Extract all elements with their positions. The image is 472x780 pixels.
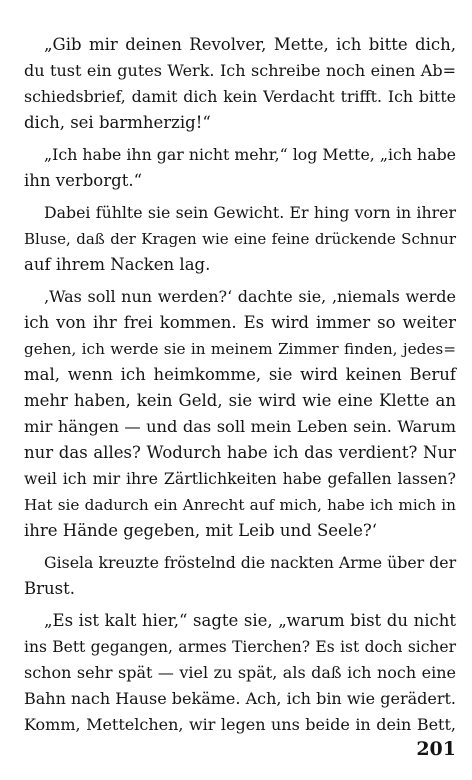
text-line: Hat sie dadurch ein Anrecht auf mich, habe ich mich in: [24, 496, 456, 514]
page-number: 201: [416, 738, 456, 760]
text-line: „Es ist kalt hier,“ sagte sie, „warum bist du nicht: [44, 611, 456, 630]
text-line: Brust.: [24, 579, 75, 598]
text-line: Gisela kreuzte fröstelnd die nackten Arme über der: [44, 553, 457, 572]
text-line: mehr haben, kein Geld, sie wird wie eine Klette an: [24, 391, 456, 410]
text-line: dich, sei barmherzig!“: [24, 113, 211, 132]
text-line: gehen, ich werde sie in meinem Zimmer finden, jedes=: [24, 340, 456, 358]
paragraph: [24, 32, 456, 136]
paragraph: [24, 608, 456, 738]
text-line: Bahn nach Hause bekäme. Ach, ich bin wie gerädert.: [24, 689, 456, 708]
text-line: schon sehr spät — viel zu spät, als daß ich noch eine: [24, 663, 456, 682]
text-line: schiedsbrief, damit dich kein Verdacht trifft. Ich bitte: [24, 87, 456, 106]
paragraph: [24, 284, 456, 544]
text-line: du tust ein gutes Werk. Ich schreibe noch einen Ab=: [24, 61, 456, 80]
text-line: „Ich habe ihn gar nicht mehr,“ log Mette, „ich habe: [44, 145, 456, 164]
paragraph: [24, 142, 456, 194]
text-line: ich von ihr frei kommen. Es wird immer so weiter: [24, 313, 456, 332]
text-line: ihn verborgt.“: [24, 171, 143, 190]
text-line: „Gib mir deinen Revolver, Mette, ich bitte dich,: [44, 35, 456, 54]
text-line: mal, wenn ich heimkomme, sie wird keinen Beruf: [24, 365, 456, 384]
text-line: Komm, Mettelchen, wir legen uns beide in dein Bett,: [24, 715, 456, 734]
paragraph: [24, 550, 456, 602]
paragraph: [24, 200, 456, 278]
text-line: mir hängen — und das soll mein Leben sein. Warum: [24, 417, 456, 436]
text-line: weil ich mir ihre Zärtlichkeiten habe gefallen lassen?: [24, 469, 456, 488]
text-line: ins Bett gegangen, armes Tierchen? Es ist doch sicher: [24, 638, 456, 656]
text-line: ‚Was soll nun werden?‘ dachte sie, ‚niemals werde: [44, 287, 456, 306]
text-line: Dabei fühlte sie sein Gewicht. Er hing vorn in ihrer: [44, 203, 456, 222]
text-line: auf ihrem Nacken lag.: [24, 255, 211, 274]
text-line: Bluse, daß der Kragen wie eine feine drückende Schnur: [24, 230, 456, 248]
text-line: ihre Hände gegeben, mit Leib und Seele?‘: [24, 521, 377, 540]
body-text: [24, 32, 456, 744]
text-line: nur das alles? Wodurch habe ich das verdient? Nur: [24, 443, 456, 462]
